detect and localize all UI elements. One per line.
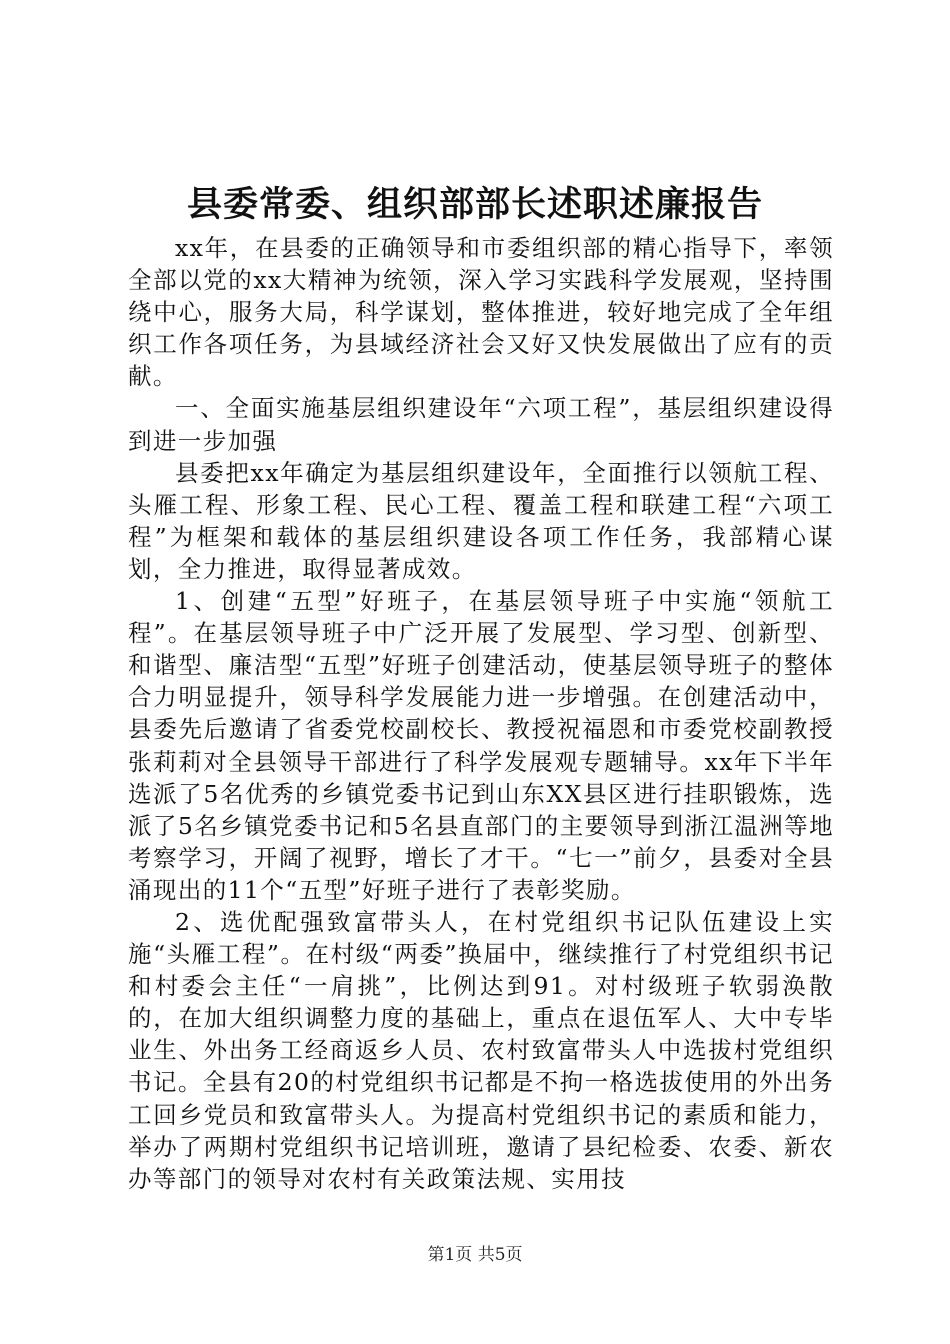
paragraph-item-2: 2、选优配强致富带头人，在村党组织书记队伍建设上实施“头雁工程”。在村级“两委”换届中，继续推行了村党组织书记和村委会主任“一肩挑”，比例达到91。对村级班子软弱涣散的，在加大组织调整力度的基础上，重点在退伍军人、大中专毕业生、外出务工经商返乡人员、农村致富带头人中选拔村党组织书记。全县有20的村党组织书记都是不拘一格选拔使用的外出务工回乡党员和致富带头人。为提高村党组织书记的素质和能力，举办了两期村党组织书记培训班，邀请了县纪检委、农委、新农办等部门的领导对农村有关政策法规、实用技 — [128, 907, 834, 1193]
page-number-footer: 第1页 共5页 — [427, 1245, 523, 1265]
paragraph-intro: xx年，在县委的正确领导和市委组织部的精心指导下，率领全部以党的xx大精神为统领，深入学习实践科学发展观，坚持围绕中心，服务大局，科学谋划，整体推进，较好地完成了全年组织工作各项任务，为县域经济社会又好又快发展做出了应有的贡献。 — [128, 234, 834, 391]
paragraph-item-1: 1、创建“五型”好班子，在基层领导班子中实施“领航工程”。在基层领导班子中广泛开展了发展型、学习型、创新型、和谐型、廉洁型“五型”好班子创建活动，使基层领导班子的整体合力明显提升，领导科学发展能力进一步增强。在创建活动中，县委先后邀请了省委党校副校长、教授祝福恩和市委党校副教授张莉莉对全县领导干部进行了科学发展观专题辅导。xx年下半年选派了5名优秀的乡镇党委书记到山东XX县区进行挂职锻炼，选派了5名乡镇党委书记和5名县直部门的主要领导到浙江温洲等地考察学习，开阔了视野，增长了才干。“七一”前夕，县委对全县涌现出的11个“五型”好班子进行了表彰奖励。 — [128, 587, 834, 904]
document-title: 县委常委、组织部部长述职述廉报告 — [186, 184, 763, 225]
paragraph-section-1-intro: 县委把xx年确定为基层组织建设年，全面推行以领航工程、头雁工程、形象工程、民心工程、覆盖工程和联建工程“六项工程”为框架和载体的基层组织建设各项工作任务，我部精心谋划，全力推进，取得显著成效。 — [128, 458, 834, 583]
section-heading-1: 一、全面实施基层组织建设年“六项工程”，基层组织建设得到进一步加强 — [128, 394, 834, 455]
document-body — [128, 232, 834, 1195]
